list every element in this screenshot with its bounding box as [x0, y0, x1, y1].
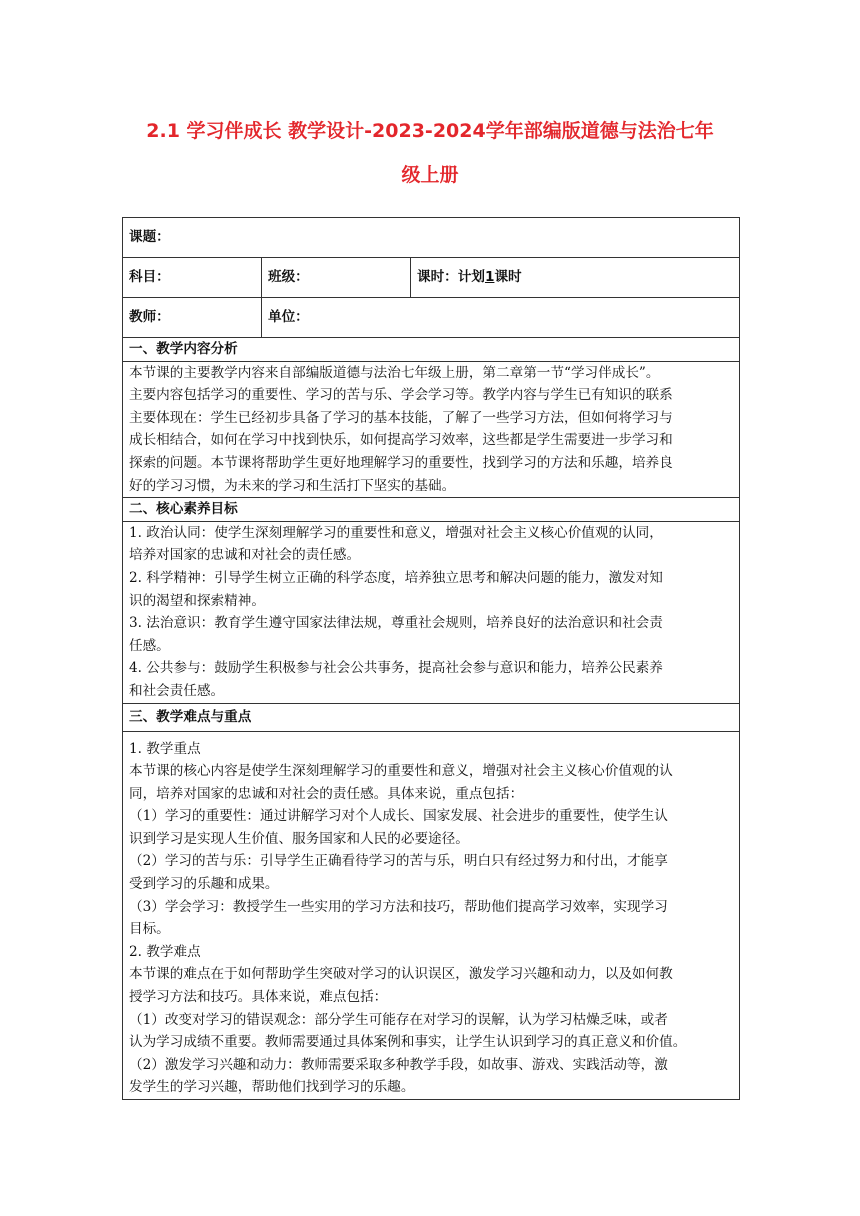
section-3-line: 受到学习的乐趣和成果。 — [129, 876, 279, 893]
section-3-line: 本节课的核心内容是使学生深刻理解学习的重要性和意义，增强对社会主义核心价值观的认 — [129, 763, 673, 780]
section-3-line: 发学生的学习兴趣，帮助他们找到学习的乐趣。 — [129, 1079, 415, 1096]
unit-label: 单位： — [262, 298, 740, 338]
section-1-heading-row — [123, 338, 740, 362]
section-3-line: 目标。 — [129, 921, 170, 938]
section-3-line: 1. 教学重点 — [129, 740, 201, 757]
section-2-line: 识的渴望和探索精神。 — [129, 592, 265, 609]
subject-row — [123, 258, 740, 298]
section-3-line: （2）学习的苦与乐：引导学生正确看待学习的苦与乐，明白只有经过努力和付出，才能享 — [129, 853, 668, 870]
section-2-line: 3. 法治意识：教育学生遵守国家法律法规，尊重社会规则，培养良好的法治意识和社会责 — [129, 615, 663, 632]
class-label: 班级： — [262, 258, 411, 298]
section-1-line: 好的学习习惯，为未来的学习和生活打下坚实的基础。 — [129, 477, 456, 494]
section-2-line: 2. 科学精神：引导学生树立正确的科学态度，培养独立思考和解决问题的能力，激发对知 — [129, 569, 663, 586]
document-title-line-2: 级上册 — [401, 164, 459, 186]
section-3-line: （3）学会学习：教授学生一些实用的学习方法和技巧，帮助他们提高学习效率，实现学习 — [129, 898, 668, 915]
section-2-body-row — [123, 521, 740, 703]
section-2-line: 和社会责任感。 — [129, 682, 225, 699]
section-1-line: 主要体现在：学生已经初步具备了学习的基本技能，了解了一些学习方法，但如何将学习与 — [129, 409, 673, 426]
class-hours-cell — [411, 258, 740, 298]
section-3-line: 授学习方法和技巧。具体来说，难点包括： — [129, 989, 388, 1006]
section-2-heading-row — [123, 498, 740, 522]
teacher-label: 教师： — [123, 298, 262, 338]
section-3-line: 2. 教学难点 — [129, 943, 201, 960]
topic-row — [123, 218, 740, 258]
section-3-line: 识到学习是实现人生价值、服务国家和人民的必要途径。 — [129, 830, 469, 847]
section-3-line: （2）激发学习兴趣和动力：教师需要采取多种教学手段，如故事、游戏、实践活动等，激 — [129, 1056, 668, 1073]
section-1-line: 成长相结合，如何在学习中找到快乐，如何提高学习效率，这些都是学生需要进一步学习和 — [129, 432, 673, 449]
section-2-heading: 二、核心素养目标 — [123, 498, 740, 522]
subject-label: 科目： — [123, 258, 262, 298]
section-3-heading: 三、教学难点与重点 — [123, 703, 740, 731]
section-3-line: （1）学习的重要性：通过讲解学习对个人成长、国家发展、社会进步的重要性，使学生认 — [129, 808, 668, 825]
lesson-plan-table — [122, 217, 740, 1100]
section-2-line: 任感。 — [129, 637, 170, 654]
document-title-line-1: 2.1 学习伴成长 教学设计-2023-2024学年部编版道德与法治七年 — [146, 120, 714, 142]
section-3-line: 同，培养对国家的忠诚和对社会的责任感。具体来说，重点包括： — [129, 785, 524, 802]
teacher-row — [123, 298, 740, 338]
section-3-body-row — [123, 731, 740, 1100]
topic-label: 课题： — [123, 218, 740, 258]
section-2-line: 4. 公共参与：鼓励学生积极参与社会公共事务，提高社会参与意识和能力，培养公民素养 — [129, 660, 663, 677]
section-2-line: 1. 政治认同：使学生深刻理解学习的重要性和意义，增强对社会主义核心价值观的认同， — [129, 524, 663, 541]
section-3-line: 认为学习成绩不重要。教师需要通过具体案例和事实，让学生认识到学习的真正意义和价值。 — [129, 1034, 687, 1051]
class-hours-unit: 课时 — [494, 269, 522, 286]
section-1-body — [123, 361, 740, 498]
section-3-line: 本节课的难点在于如何帮助学生突破对学习的认识误区，激发学习兴趣和动力，以及如何教 — [129, 966, 673, 983]
class-hours-label: 课时：计划 — [417, 269, 485, 286]
section-1-body-row — [123, 361, 740, 498]
section-1-line: 本节课的主要教学内容来自部编版道德与法治七年级上册，第二章第一节“学习伴成长”。 — [129, 364, 660, 381]
section-1-line: 主要内容包括学习的重要性、学习的苦与乐、学会学习等。教学内容与学生已有知识的联系 — [129, 387, 673, 404]
section-2-line: 培养对国家的忠诚和对社会的责任感。 — [129, 547, 361, 564]
class-hours-value: 1 — [484, 269, 495, 286]
section-2-body — [123, 521, 740, 703]
section-1-heading: 一、教学内容分析 — [123, 338, 740, 362]
section-3-line: （1）改变对学习的错误观念：部分学生可能存在对学习的误解，认为学习枯燥乏味，或者 — [129, 1011, 668, 1028]
section-1-line: 探索的问题。本节课将帮助学生更好地理解学习的重要性，找到学习的方法和乐趣，培养良 — [129, 454, 673, 471]
section-3-body — [123, 731, 740, 1100]
section-3-heading-row — [123, 703, 740, 731]
